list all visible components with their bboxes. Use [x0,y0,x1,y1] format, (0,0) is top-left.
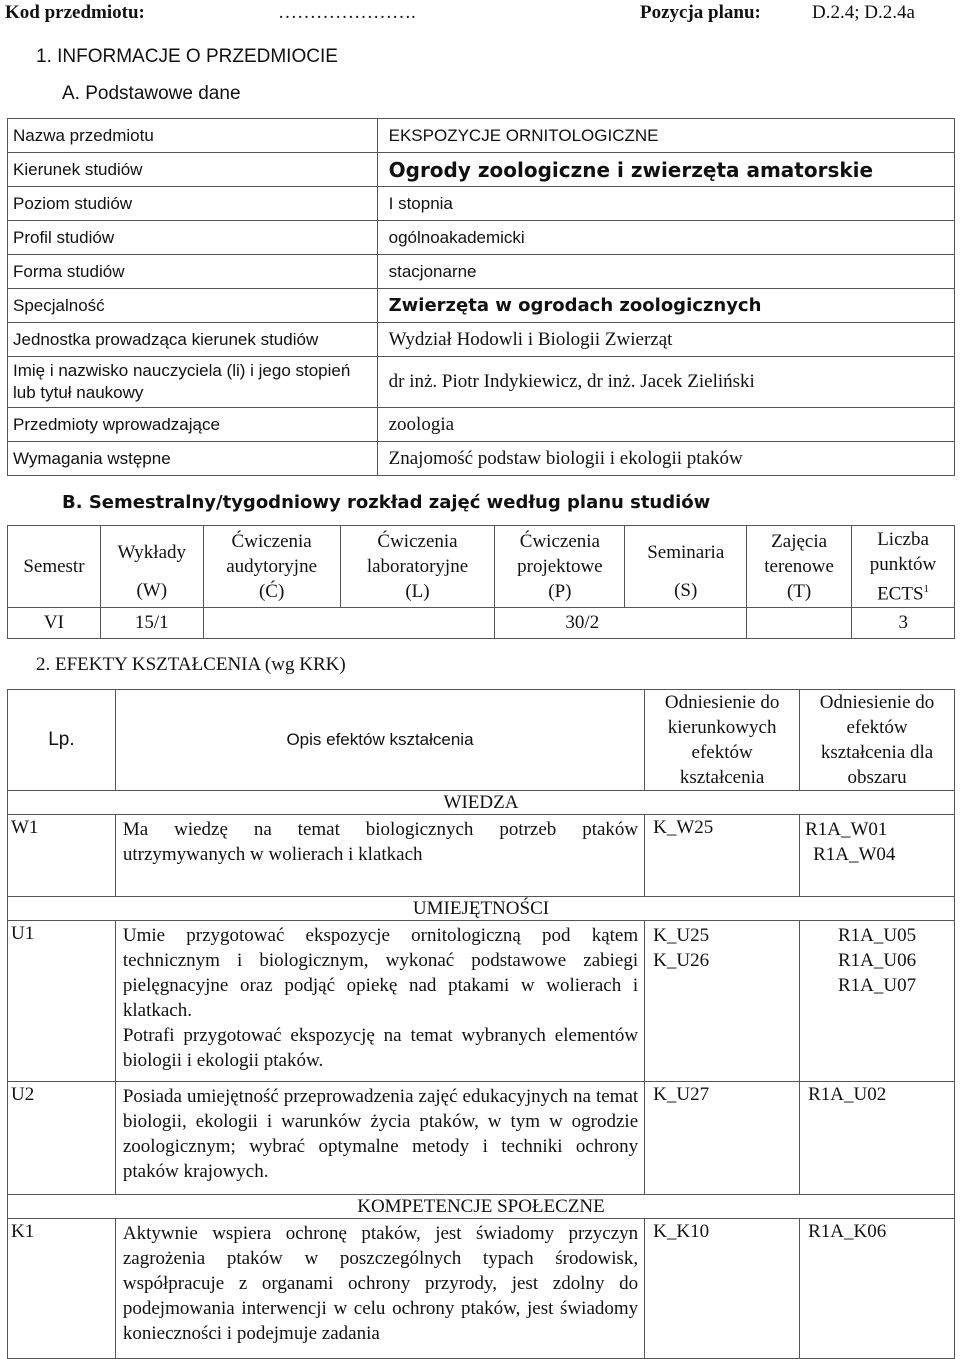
course-code-value: …………………. [278,2,416,23]
category-knowledge: WIEDZA [8,791,955,815]
effect-W1-desc: Ma wiedzę na temat biologicznych potrzeb ptaków utrzymywanych w wolierach i klatkach [115,815,644,897]
col-ects [852,526,955,608]
section-1-title: 1. INFORMACJE O PRZEDMIOCIE [36,46,338,67]
course-code-label: Kod przedmiotu: [5,2,145,23]
table-row [8,255,955,289]
cell-lectures: 15/1 [100,608,203,639]
cell-empty [203,608,495,639]
value-unit: Wydział Hodowli i Biologii Zwierząt [377,323,954,357]
col-field-label: Zajęcia terenowe [764,531,834,577]
footnote-marker: 1 [923,582,930,595]
value-profile: ogólnoakademicki [377,221,954,255]
table-row [8,897,955,921]
value-requirements: Znajomość podstaw biologii i ekologii ptaków [377,442,954,476]
table-row [8,690,955,791]
cell-empty [747,608,852,639]
effect-U1-field-ref [645,921,800,1082]
effect-U1-field-ref-1: K_U25 [653,925,710,946]
section-2-title: 2. EFEKTY KSZTAŁCENIA (wg KRK) [36,654,346,675]
basic-data-table [7,118,955,476]
effect-U1-desc-2: Potrafi przygotować ekspozycję na temat wybranych elementów biologii i ekologii ptaków. [122,1025,639,1071]
label-requirements: Wymagania wstępne [8,442,378,476]
label-course-name: Nazwa przedmiotu [8,119,378,153]
table-row [8,526,955,608]
label-specialty: Specjalność [8,289,378,323]
plan-position-value: D.2.4; D.2.4a [812,2,915,23]
col-ects-line3: ECTS [877,583,924,605]
table-row [8,442,955,476]
effect-U1-field-ref-2: K_U26 [653,950,710,971]
effect-W1-area-ref [800,815,955,897]
effect-W1-area-ref-1: R1A_W01 [805,819,888,840]
col-lp: Lp. [8,690,116,791]
col-project [495,526,625,608]
effect-U2-field-ref: K_U27 [645,1082,800,1195]
col-field [747,526,852,608]
table-row [8,153,955,187]
effect-W1-field-ref: K_W25 [645,815,800,897]
label-field-of-study: Kierunek studiów [8,153,378,187]
col-auditory-label: Ćwiczenia audytoryjne [226,531,318,577]
value-specialty: Zwierzęta w ogrodach zoologicznych [377,289,954,323]
col-area-reference: Odniesienie do efektów kształcenia dla obszaru [800,690,955,791]
section-a-title: A. Podstawowe dane [62,83,241,104]
effect-U1-area-ref [800,921,955,1082]
col-field-reference: Odniesienie do kierunkowych efektów kształcenia [645,690,800,791]
table-row [8,815,955,897]
value-prerequisite-courses: zoologia [377,408,954,442]
effect-K1-lp: K1 [8,1219,116,1359]
effect-U1-area-ref-3: R1A_U07 [837,975,917,996]
col-auditory-abbr: (Ć) [258,581,285,602]
table-row [8,608,955,639]
effect-U1-desc-1: Umie przygotować ekspozycje ornitologiczną pod kątem technicznym i biologicznym, wykonać podstawowe zabiegi pielęgnacyjne oraz podjąć opiekę nad ptakami w wolierach i klatkach. [122,925,639,1021]
col-description: Opis efektów kształcenia [115,690,644,791]
effect-U1-area-ref-2: R1A_U06 [837,950,917,971]
schedule-table [7,525,955,639]
effect-K1-area-ref: R1A_K06 [800,1219,955,1359]
col-project-label: Ćwiczenia projektowe [517,531,603,577]
col-lectures-abbr: (W) [136,580,168,601]
col-ects-line2: punktów [869,553,937,575]
col-laboratory-label: Ćwiczenia laboratoryjne [366,531,469,577]
table-row [8,119,955,153]
label-unit: Jednostka prowadząca kierunek studiów [8,323,378,357]
label-form: Forma studiów [8,255,378,289]
col-seminars-label: Seminaria [647,542,725,563]
value-level: I stopnia [377,187,954,221]
cell-semester: VI [8,608,101,639]
section-b-title: B. Semestralny/tygodniowy rozkład zajęć według planu studiów [62,492,711,513]
label-prerequisite-courses: Przedmioty wprowadzające [8,408,378,442]
col-seminars-abbr: (S) [674,580,698,601]
category-skills: UMIEJĘTNOŚCI [8,897,955,921]
effect-W1-lp: W1 [8,815,116,897]
label-level: Poziom studiów [8,187,378,221]
table-row [8,187,955,221]
table-row [8,357,955,408]
table-row [8,791,955,815]
table-row [8,289,955,323]
effect-U1-area-ref-1: R1A_U05 [837,925,917,946]
effect-U2-area-ref: R1A_U02 [800,1082,955,1195]
category-social-competences: KOMPETENCJE SPOŁECZNE [8,1195,955,1219]
label-profile: Profil studiów [8,221,378,255]
table-row [8,323,955,357]
col-lectures [100,526,203,608]
cell-ects: 3 [852,608,955,639]
effect-U1-lp: U1 [8,921,116,1082]
effect-K1-desc: Aktywnie wspiera ochronę ptaków, jest świadomy przyczyn zagrożenia ptaków w poszczególnych typach środowisk, współpracuje z organami ochrony przyrody, jest zdolny do podejmowania interwencji w celu ochrony ptaków, jest świadomy konieczności i podejmuje zadania [115,1219,644,1359]
effect-W1-area-ref-2: R1A_W04 [813,844,896,865]
col-auditory [203,526,340,608]
table-row [8,408,955,442]
plan-position-label: Pozycja planu: [640,2,761,23]
value-form: stacjonarne [377,255,954,289]
cell-project: 30/2 [495,608,747,639]
col-field-abbr: (T) [786,581,812,602]
label-teacher: Imię i nazwisko nauczyciela (li) i jego stopień lub tytuł naukowy [8,357,378,408]
table-row [8,1082,955,1195]
table-row [8,1195,955,1219]
value-field-of-study: Ogrody zoologiczne i zwierzęta amatorskie [377,153,954,187]
effect-U1-desc [115,921,644,1082]
effects-table [7,689,955,1359]
effect-U2-desc: Posiada umiejętność przeprowadzenia zajęć edukacyjnych na temat biologii, ekologii i warunków życia ptaków, w tym w ogrodzie zoologicznym; wybrać optymalne metody i techniki ochrony ptaków krajowych. [115,1082,644,1195]
col-semester: Semestr [8,526,101,608]
col-seminars [625,526,747,608]
table-row [8,1219,955,1359]
col-project-abbr: (P) [548,581,572,602]
value-course-name: EKSPOZYCJE ORNITOLOGICZNE [377,119,954,153]
table-row [8,921,955,1082]
col-ects-line1: Liczba [877,528,929,550]
value-teacher: dr inż. Piotr Indykiewicz, dr inż. Jacek Zieliński [377,357,954,408]
effect-K1-field-ref: K_K10 [645,1219,800,1359]
col-laboratory-abbr: (L) [405,581,430,602]
col-lectures-label: Wykłady [117,542,187,563]
col-laboratory [340,526,495,608]
table-row [8,221,955,255]
effect-U2-lp: U2 [8,1082,116,1195]
